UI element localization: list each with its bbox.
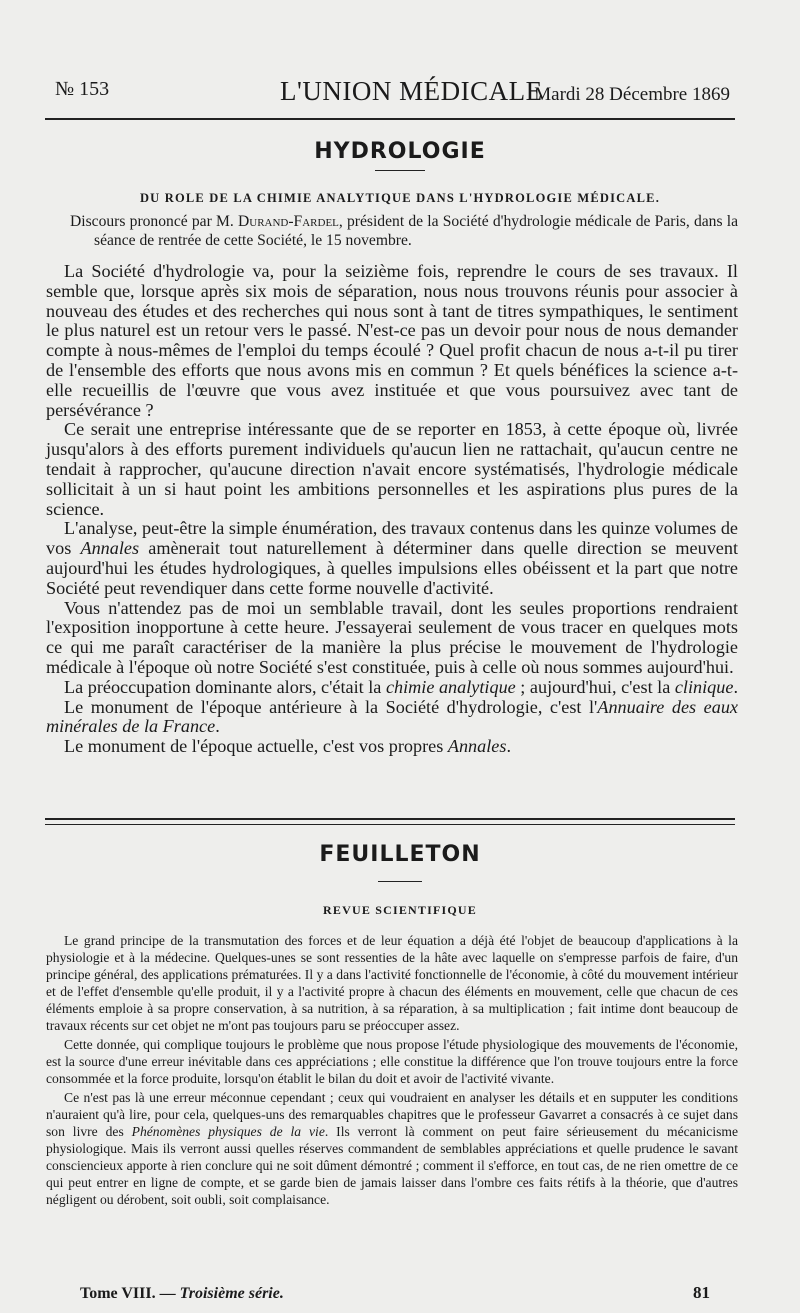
feuilleton-separator [45,818,735,825]
text-run: L'analyse, peut-être la simple énumération, des travaux contenus dans les quinze volumes de vos [46,518,738,559]
masthead [50,70,740,116]
article-body [46,262,738,757]
article-paragraph-3 [46,519,738,598]
text-run: . [506,736,511,757]
text-run: . [733,676,738,697]
italic-run: clinique [674,676,734,697]
masthead-rule [45,118,735,120]
feuilleton-body [46,932,738,1210]
feuilleton-paragraph-2: Cette donnée, qui complique toujours le problème que nous propose l'étude physiologique des mouvements de l'économie, est la source d'une erreur inévitable dans ces appréciations ; elle constitue la différence que l'on trouve toujours entre la force consommée et la force produite, lorsqu'on établit le bilan du doit et avoir de l'activité vivante. [46,1037,738,1086]
italic-run: Annales [80,538,140,559]
text-run: La préoccupation dominante alors, c'était la [64,676,386,697]
text-run: Le monument de l'époque actuelle, c'est vos propres [64,736,448,757]
tome-label: Tome VIII. [80,1285,156,1302]
article-paragraph-4: Vous n'attendez pas de moi un semblable travail, dont les seules proportions rendraient l'exposition inopportune à cette heure. J'essayerai seulement de vous tracer en quelques mots ce qui me paraît caractériser de la manière la plus précise le mouvement de l'hydrologie médicale à l'époque où notre Société s'est constituée, puis à celle où nous sommes aujourd'hui. [46,597,738,677]
text-run: Le monument de l'époque antérieure à la Société d'hydrologie, c'est l' [64,696,598,717]
article-paragraph-7 [46,737,738,757]
feuilleton-title-rule [378,881,422,882]
attribution-prefix: Discours prononcé par M. [70,213,238,230]
speech-attribution [70,212,738,250]
issue-number: № 153 [55,78,110,100]
text-run: . Ils verront là comment on peut faire sérieusement du mécanicisme physiologique. Mais ils verront aussi quelles réserves commandent de semblables appréciations et quelle prudence le savant consciencieux apporte à rien conclure qui ne soit dûment démontré ; comment il s'efforce, en tout cas, de ne rien omettre de ce qui peut entrer en ligne de compte, et se garde bien de jamais laisser dans l'ombre ces faits rétifs à la théorie, que d'autres négligent ou dérobent, soit oubli, soit complaisance. [46,1124,738,1207]
journal-title: L'UNION MÉDICALE [280,76,543,106]
footer-tome [80,1285,284,1303]
article-paragraph-5 [46,678,738,698]
attribution-suffix: , président de la Société d'hydrologie médicale de Paris, dans la séance de rentrée de cette Société, le 15 novembre. [94,213,739,249]
italic-run: chimie analytique [385,676,516,697]
article-paragraph-6 [46,698,738,738]
article-paragraph-1: La Société d'hydrologie va, pour la seizième fois, reprendre le cours de ses travaux. Il semble que, lorsque après six mois de séparation, nous nous trouvons réunis pour associer à nouveau des études et des recherches qui nous sont à tant de titres sympathiques, le sentiment le plus naturel est un retour vers le passé. N'est-ce pas un devoir pour nous de nous demander compte à nous-mêmes de l'emploi du temps écoulé ? Quel profit chacun de nous a-t-il pu tirer de l'ensemble des efforts que nous avons mis en commun ? Et quels bénéfices la science a-t-elle recueillis de l'œuvre que vous avez instituée et que vous poursuivez avec tant de persévérance ? [46,261,738,420]
article-subtitle: DU ROLE DE LA CHIMIE ANALYTIQUE DANS L'HYDROLOGIE MÉDICALE. [139,191,661,205]
italic-run: Phénomènes physiques de la vie [131,1124,325,1139]
section-title-hydrologie: HYDROLOGIE [314,139,486,164]
section-title-feuilleton: FEUILLETON [319,842,481,867]
feuilleton-paragraph-1: Le grand principe de la transmutation des forces et de leur équation a déjà été l'objet de beaucoup d'applications à la physiologie et à la médecine. Quelques-unes se sont ressenties de la hâte avec laquelle on s'empresse parfois de faire, d'un principe général, des applications prématurées. Il y a dans l'activité fonctionnelle de l'économie, à côté du mouvement intérieur et de l'effet d'ensemble qu'elle produit, il y a l'activité propre à chacun des éléments en mouvement, celle que chacun de ces éléments emploie à sa propre conservation, à sa nutrition, à sa réparation, à sa multiplication ; fait intime dont beaucoup de travaux récents sur cet objet ne m'ont pas toujours paru se préoccuper assez. [46,933,738,1033]
speaker-name: Durand-Fardel [237,213,339,230]
page-number: 81 [693,1283,710,1302]
italic-run: Annales [447,736,507,757]
page-footer [80,1285,720,1309]
issue-date: Mardi 28 Décembre 1869 [534,84,730,105]
text-run: ; aujourd'hui, c'est la [515,676,675,697]
feuilleton-paragraph-3 [46,1089,738,1208]
article-paragraph-2: Ce serait une entreprise intéressante que de se reporter en 1853, à cette époque où, livrée jusqu'alors à des efforts purement individuels qu'aucun lien ne rattachait, qu'aucun centre ne tendait à rapprocher, qu'aucune direction n'avait encore systématisés, l'hydrologie médicale sollicitait à un si haut point les ambitions personnelles et les aspirations plus pures de la science. [46,419,738,519]
title-rule [375,170,425,171]
text-run: Ce n'est pas là une erreur méconnue cependant ; ceux qui voudraient en analyser les détails et en supputer les conditions n'auraient qu'à lire, pour cela, quelques-uns des remarquables chapitres que le professeur Gavarret a consacrés à ce sujet dans son livre des [46,1090,738,1139]
serie-label: Troisième série. [179,1285,284,1302]
feuilleton-subtitle: REVUE SCIENTIFIQUE [323,903,477,917]
text-run: . [215,716,220,737]
italic-run: Annuaire des eaux minérales de la France [46,696,738,737]
text-run: amènerait tout naturellement à déterminer dans quelle direction se meuvent aujourd'hui les études hydrologiques, à quelles impulsions elles obéissent et la part que notre Société peut revendiquer dans cette forme nouvelle d'activité. [46,538,739,598]
footer-dash: — [155,1285,180,1302]
